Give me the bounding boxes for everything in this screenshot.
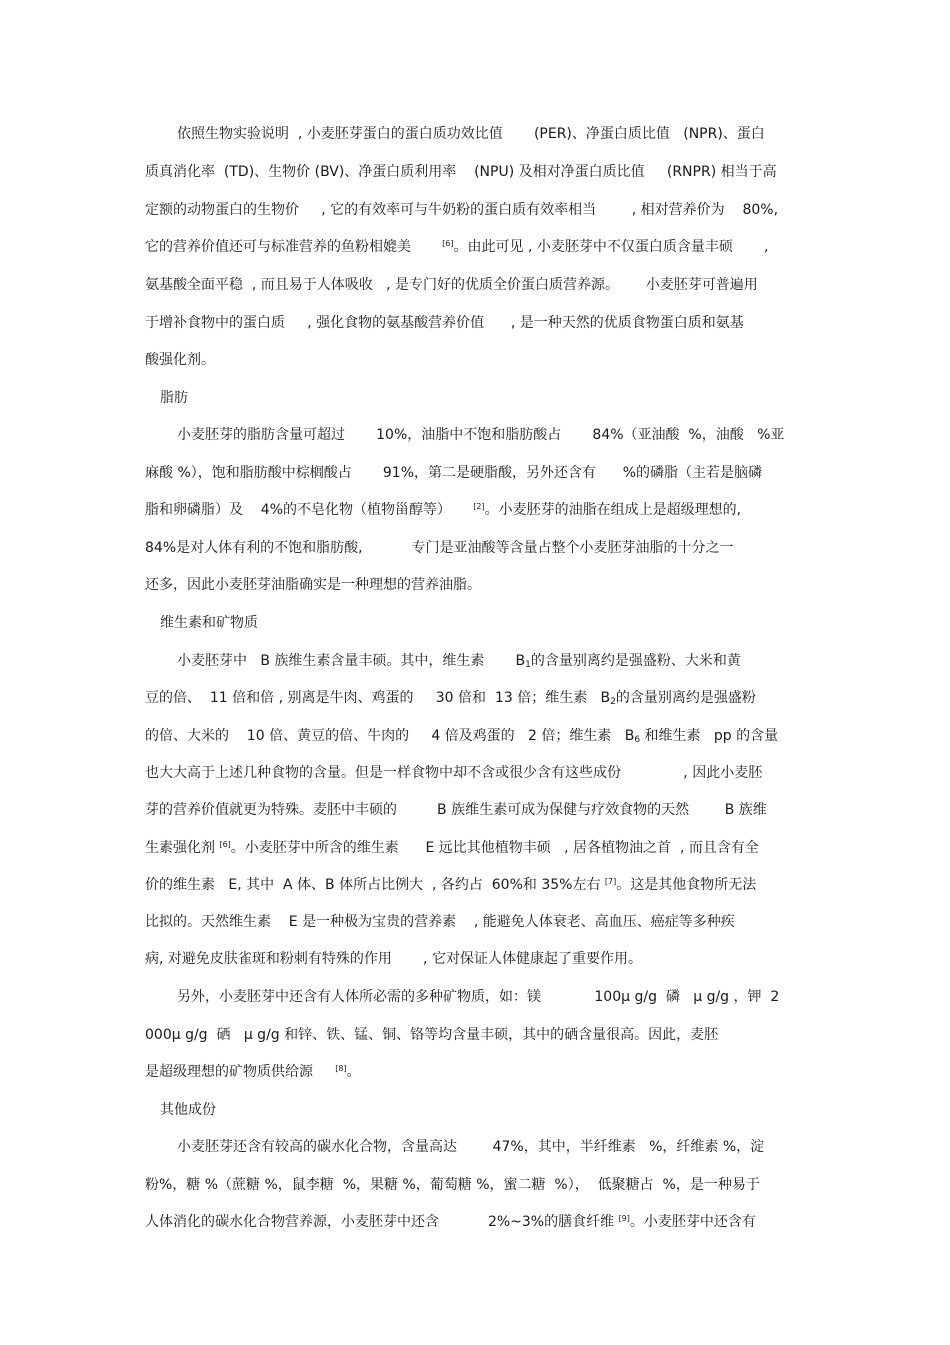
p4-line-3 <box>145 1063 361 1081</box>
text: 是超级理想的矿物质供给源 <box>145 1064 336 1080</box>
text: 。由此可见 , 小麦胚芽中不仅蛋白质含量丰硕 , <box>453 239 769 255</box>
p2-line-3 <box>145 501 741 519</box>
p1-line-1: 依照生物实验说明 , 小麦胚芽蛋白的蛋白质功效比值 (PER)、净蛋白质比值 (NPR)、蛋白 <box>177 126 765 142</box>
text: 。小麦胚芽中所含的维生素 E 远比其他植物丰硕 , 居各植物油之首 , 而且含有全 <box>230 840 759 856</box>
text: 。小麦胚芽中还含有 <box>629 1214 756 1230</box>
p2-line-5: 还多，因此小麦胚芽油脂确实是一种理想的营养油脂。 <box>145 577 481 593</box>
text: 。 <box>346 1064 361 1080</box>
section-heading-other: 其他成份 <box>160 1102 216 1118</box>
citation: [6] <box>219 840 231 849</box>
p3-line-6 <box>145 839 759 857</box>
text: 脂和卵磷脂）及 4%的不皂化物（植物甾醇等） <box>145 502 474 518</box>
p1-line-3: 定额的动物蛋白的生物价 , 它的有效率可与牛奶粉的蛋白质有效率相当 , 相对营养价为 80%, <box>145 202 779 218</box>
text: 价的维生素 E, 其中 A 体、B 体所占比例大 , 各约占 60%和 35%左右 <box>145 877 605 893</box>
p4-line-1: 另外，小麦胚芽中还含有人体所必需的多种矿物质，如：镁 100μ g/g 磷 μ g/g ，钾 2 <box>177 989 780 1005</box>
p3-line-7 <box>145 876 756 894</box>
citation: [7] <box>604 877 617 886</box>
p2-line-4: 84%是对人体有利的不饱和脂肪酸, 专门是亚油酸等含量占整个小麦胚芽油脂的十分之一 <box>145 540 734 556</box>
section-heading-fat: 脂肪 <box>160 390 188 406</box>
p3-line-2 <box>145 689 756 707</box>
p1-line-2: 质真消化率 (TD)、生物价 (BV)、净蛋白质利用率 (NPU) 及相对净蛋白质比值 (RNPR) 相当于高 <box>145 164 777 180</box>
subscript: 6 <box>634 735 641 745</box>
p1-line-4 <box>145 238 768 256</box>
citation: [8] <box>335 1064 347 1073</box>
text: 的含量别离约是强盛粉、大米和黄 <box>530 653 741 669</box>
p5-line-2: 粉%，糖 %（蔗糖 %，鼠李糖 %，果糖 %，葡萄糖 %，蜜二糖 %）， 低聚糖占 %，是一种易于 <box>145 1177 760 1193</box>
p3-line-1 <box>177 652 741 670</box>
p3-line-4: 也大大高于上述几种食物的含量。但是一样食物中却不含或很少含有这些成份 , 因此小麦胚 <box>145 765 763 781</box>
p3-line-9: 病, 对避免皮肤雀斑和粉刺有特殊的作用 , 它对保证人体健康起了重要作用。 <box>145 951 642 967</box>
p1-line-7: 酸强化剂。 <box>145 352 215 368</box>
p2-line-2: 麻酸 %），饱和脂肪酸中棕榈酸占 91%，第二是硬脂酸，另外还含有 %的磷脂（主若是脑磷 <box>145 465 763 481</box>
text: 生素强化剂 <box>145 840 220 856</box>
p3-line-3 <box>145 727 778 745</box>
p4-line-2: 000μ g/g 硒 μ g/g 和锌、铁、锰、铜、铬等均含量丰硕，其中的硒含量很高。因此，麦胚 <box>145 1027 719 1043</box>
text: 人体消化的碳水化合物营养源，小麦胚芽中还含 2%~3%的膳食纤维 <box>145 1214 619 1230</box>
citation: [9] <box>618 1214 630 1223</box>
subscript: 1 <box>525 660 531 670</box>
p3-line-8: 比拟的。天然维生素 E 是一种极为宝贵的营养素 , 能避免人体衰老、高血压、癌症等多种疾 <box>145 914 735 930</box>
subscript: 2 <box>610 697 616 707</box>
text: 的含量别离约是强盛粉 <box>615 690 756 706</box>
text: 和维生素 pp 的含量 <box>640 728 779 744</box>
p5-line-1: 小麦胚芽还含有较高的碳水化合物，含量高达 47%，其中，半纤维素 %，纤维素 %，淀 <box>177 1139 765 1155</box>
text: 的倍、大米的 10 倍、黄豆的倍、牛肉的 4 倍及鸡蛋的 2 倍；维生素 B <box>145 728 635 744</box>
p2-line-1: 小麦胚芽的脂肪含量可超过 10%，油脂中不饱和脂肪酸占 84%（亚油酸 %，油酸 %亚 <box>177 427 785 443</box>
text: 豆的倍、 11 倍和倍 , 别离是牛肉、鸡蛋的 30 倍和 13 倍；维生素 B <box>145 690 611 706</box>
text: 小麦胚芽中 B 族维生素含量丰硕。其中，维生素 B <box>177 653 526 669</box>
p1-line-5: 氨基酸全面平稳 , 而且易于人体吸收 , 是专门好的优质全价蛋白质营养源。 小麦胚芽可普遍用 <box>145 277 758 293</box>
p5-line-3 <box>145 1213 756 1231</box>
text: 它的营养价值还可与标准营养的鱼粉相媲美 <box>145 239 443 255</box>
p1-line-6: 于增补食物中的蛋白质 , 强化食物的氨基酸营养价值 , 是一种天然的优质食物蛋白质和氨基 <box>145 315 744 331</box>
section-heading-vitamins: 维生素和矿物质 <box>160 615 258 631</box>
text: 。小麦胚芽的油脂在组成上是超级理想的, <box>484 502 742 518</box>
p3-line-5: 芽的营养价值就更为特殊。麦胚中丰硕的 B 族维生素可成为保健与疗效食物的天然 B 族维 <box>145 802 767 818</box>
citation: [2] <box>473 502 485 511</box>
text: 。这是其他食物所无法 <box>616 877 757 893</box>
citation: [6] <box>442 239 454 248</box>
